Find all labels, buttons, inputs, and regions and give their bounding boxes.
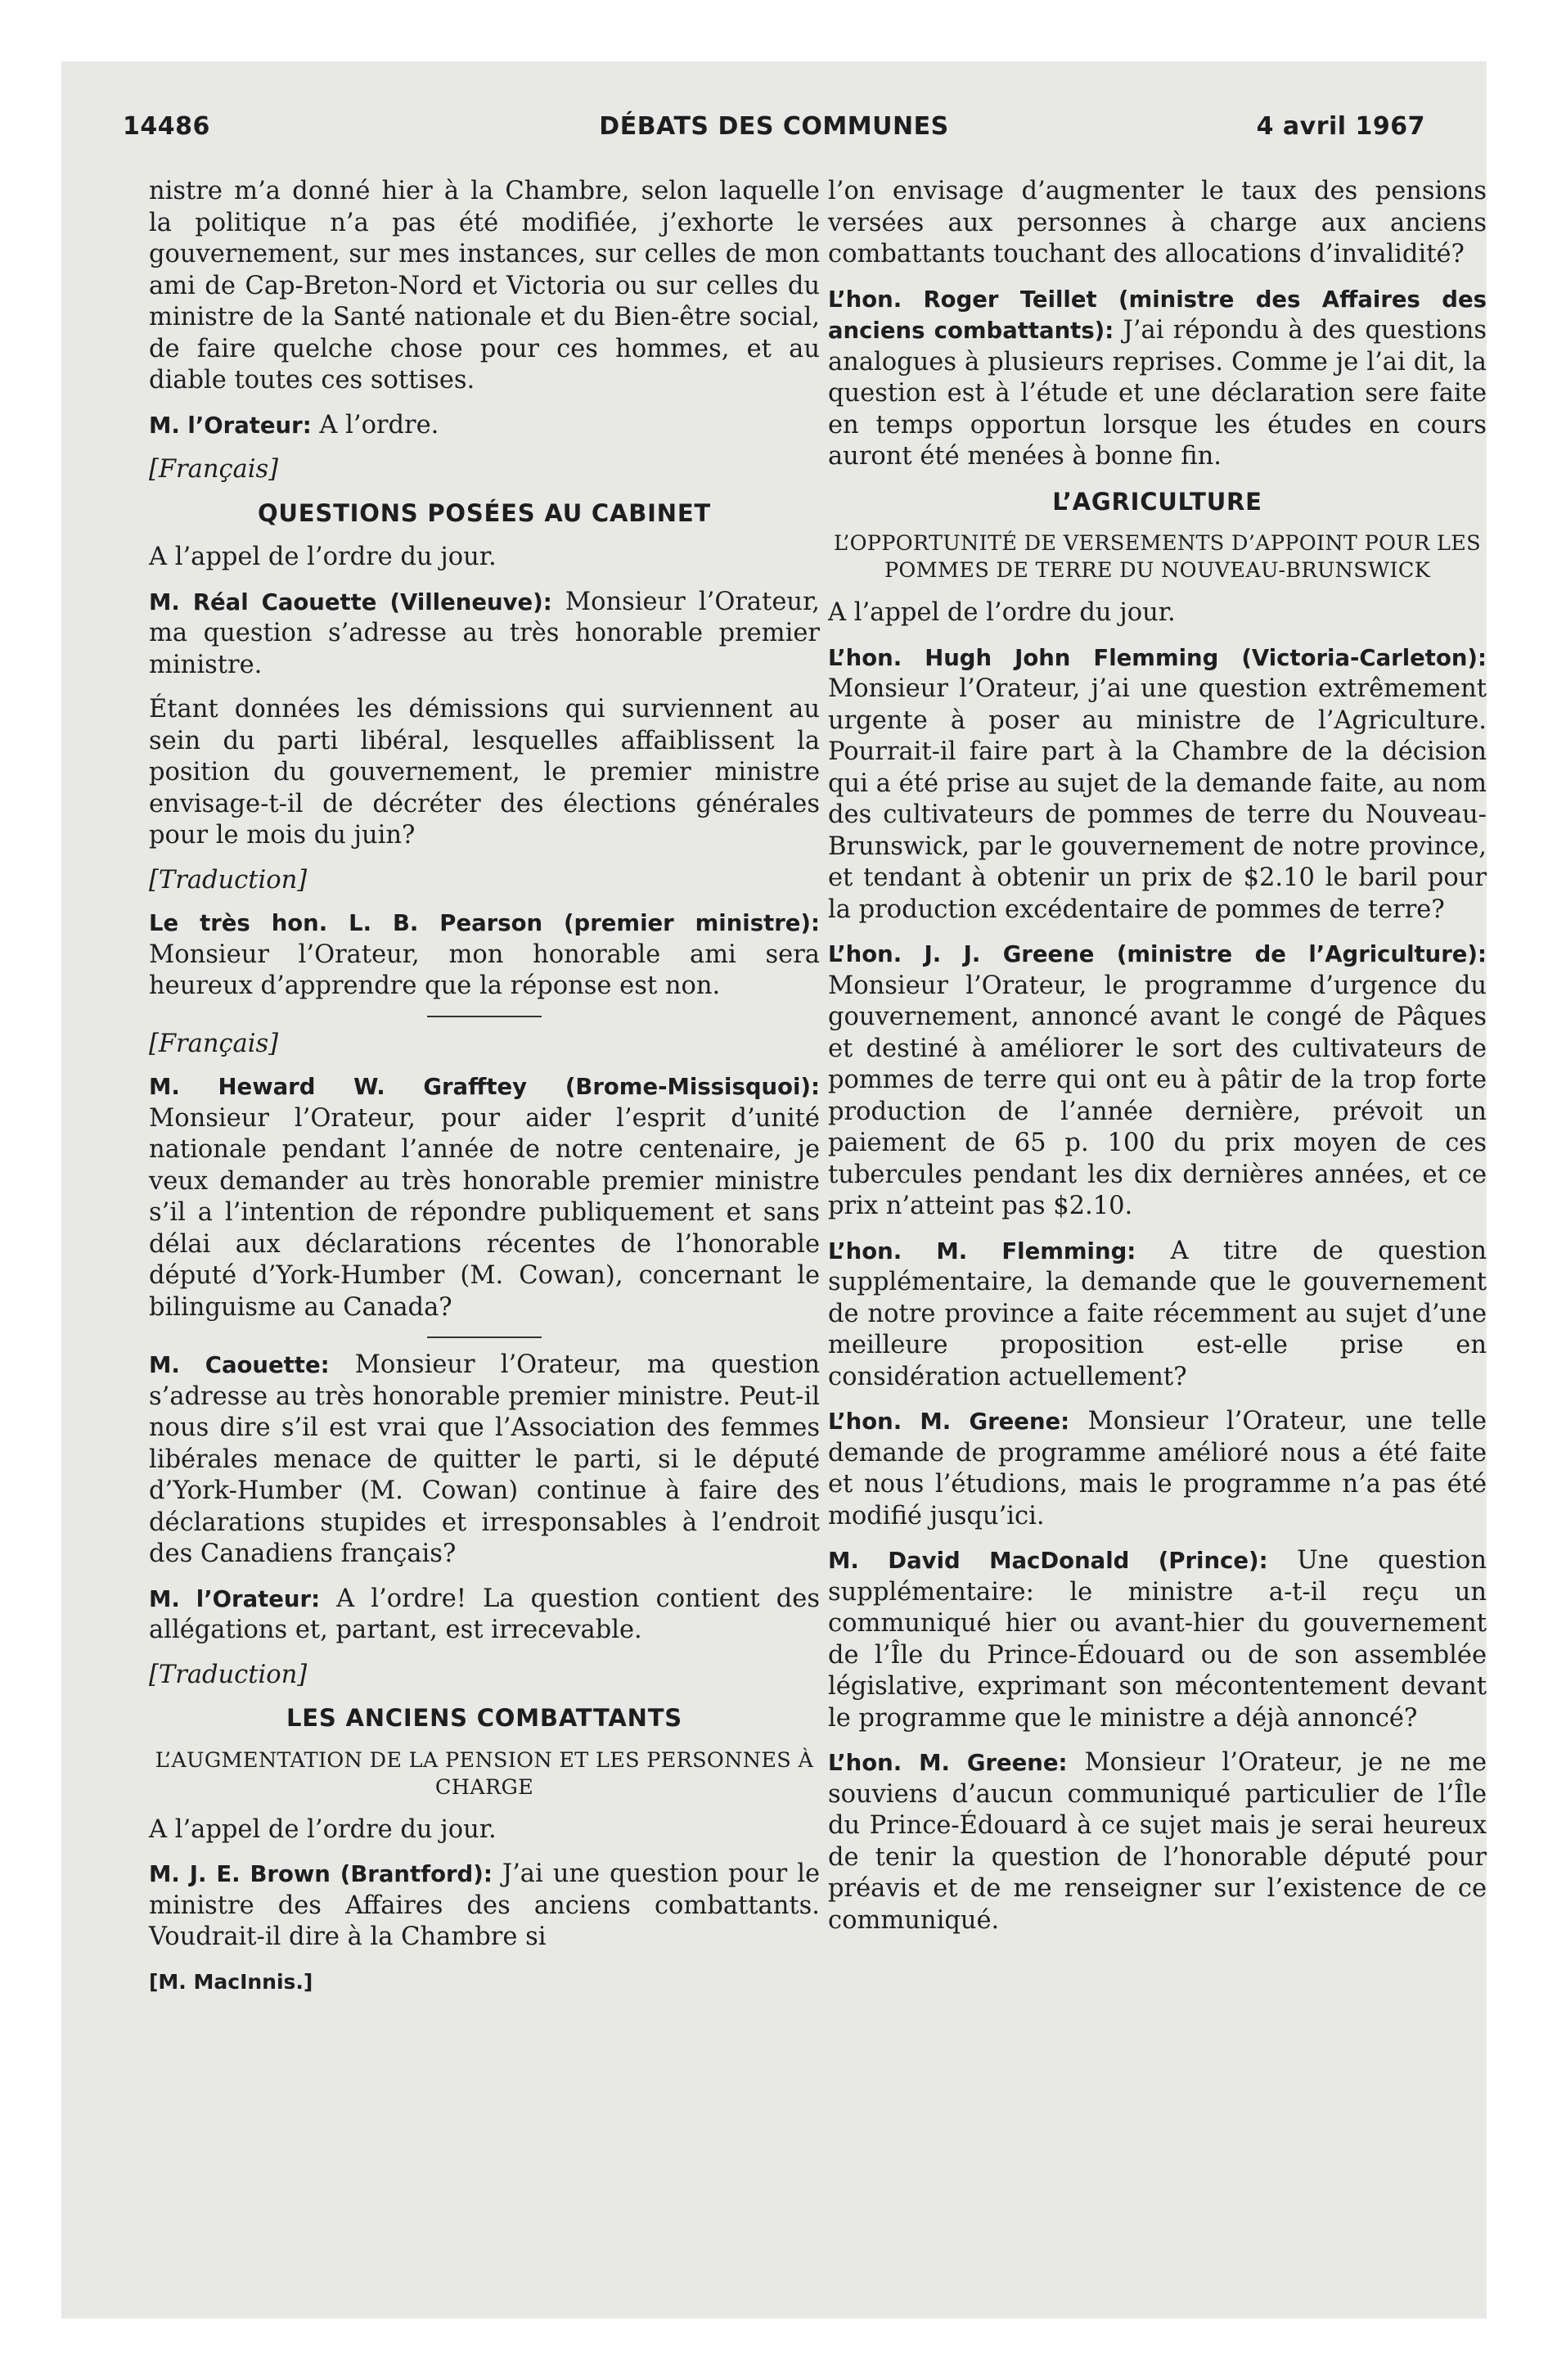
divider xyxy=(427,1016,542,1017)
speech-text: A l’ordre! La question contient des allégations et, partant, est irrecevable. xyxy=(149,1584,820,1644)
speaker-name: L’hon. M. Greene: xyxy=(828,1409,1070,1435)
speaker-name: M. Caouette: xyxy=(149,1352,330,1378)
paragraph xyxy=(149,908,820,1003)
speaker-name: L’hon. M. Greene: xyxy=(828,1750,1068,1776)
paragraph: A l’appel de l’ordre du jour. xyxy=(149,543,497,571)
page-date: 4 avril 1967 xyxy=(1256,112,1425,141)
speech-text: Une question supplémentaire: le ministre a-t-il reçu un communiqué hier ou avant-hier du gouvernement de l’Île du Prince-Édouard ou de son assemblée législative, exprimant son mécontentement devant le programme que le ministre a déjà annoncé? xyxy=(828,1546,1487,1733)
speaker-name: M. David MacDonald (Prince): xyxy=(828,1548,1268,1574)
speech-text: Monsieur l’Orateur, ma question s’adresse au très honorable premier ministre. Peut-il nous dire s’il est vrai que l’Association des femmes libérales menace de quitter le parti, si le député d’York-Humber (M. Cowan) continue à faire des déclarations stupides et irresponsables à l’endroit des Canadiens français? xyxy=(149,1350,820,1568)
paragraph xyxy=(828,1406,1487,1532)
section-heading: L’AGRICULTURE xyxy=(1052,487,1262,516)
page-title: DÉBATS DES COMMUNES xyxy=(599,112,949,141)
section-heading: QUESTIONS POSÉES AU CABINET xyxy=(257,498,712,527)
paragraph xyxy=(828,1545,1487,1734)
speech-text: Monsieur l’Orateur, le programme d’urgence du gouvernement, annoncé avant le congé de Pâques et destiné à améliorer le sort des cultivateurs de pommes de terre qui ont eu à pâtir de la trop forte production de l’année dernière, prévoit un paiement de 65 p. 100 du prix moyen de ces tubercules pendant les dix dernières années, et ce prix n’atteint pas $2.10. xyxy=(828,971,1487,1220)
language-marker: [Français] xyxy=(149,1029,279,1058)
speaker-name: L’hon. M. Flemming: xyxy=(828,1237,1136,1264)
paragraph xyxy=(149,1584,820,1647)
speech-text: Monsieur l’Orateur, une telle demande de programme amélioré nous a été faite et nous l’étudions, mais le programme n’a pas été modifié jusqu’ici. xyxy=(828,1407,1487,1530)
page-header xyxy=(123,112,1425,153)
speech-text: J’ai une question pour le ministre des Affaires des anciens combattants. Voudrait-il dire à la Chambre si xyxy=(149,1859,820,1951)
speech-text: Monsieur l’Orateur, je ne me souviens d’aucun communiqué particulier de l’Île du Prince-Édouard à ce sujet mais je serai heureux de tenir la question de l’honorable député pour préavis et de me renseigner sur l’existence de ce communiqué. xyxy=(828,1748,1487,1935)
speaker-name: M. l’Orateur: xyxy=(149,1585,321,1612)
speaker-name: L’hon. Hugh John Flemming (Victoria-Carleton): xyxy=(828,644,1487,671)
section-subheading: L’AUGMENTATION DE LA PENSION ET LES PERSONNES À CHARGE xyxy=(155,1747,814,1800)
language-marker: [Français] xyxy=(149,455,279,484)
speaker-name: L’hon. J. J. Greene (ministre de l’Agriculture): xyxy=(828,941,1487,967)
speech-text: Monsieur l’Orateur, ma question s’adresse au très honorable premier ministre. xyxy=(149,587,820,679)
paragraph xyxy=(149,1859,820,1954)
paragraph: A l’appel de l’ordre du jour. xyxy=(149,1814,497,1844)
document-page xyxy=(61,61,1487,2319)
speaker-name: Le très hon. L. B. Pearson (premier ministre): xyxy=(149,910,820,936)
paragraph: Étant données les démissions qui surviennent au sein du parti libéral, lesquelles affaiblissent la position du gouvernement, le premier ministre envisage-t-il de décréter des élections générales pour le mois du juin? xyxy=(149,695,820,850)
paragraph xyxy=(828,642,1487,926)
paragraph xyxy=(149,410,820,442)
section-subheading: L’OPPORTUNITÉ DE VERSEMENTS D’APPOINT POUR LES POMMES DE TERRE DU NOUVEAU-BRUNSWICK xyxy=(834,531,1481,583)
paragraph xyxy=(149,1071,820,1323)
section-heading: LES ANCIENS COMBATTANTS xyxy=(286,1704,682,1732)
speaker-name: L’hon. Roger Teillet (ministre des Affaires des anciens combattants): xyxy=(828,286,1487,344)
divider xyxy=(427,1336,542,1338)
page-number: 14486 xyxy=(123,112,210,141)
speech-text: J’ai répondu à des questions analogues à plusieurs reprises. Comme je l’ai dit, la question est à l’étude et une déclaration sere faite en temps opportun lorsque les études en cours auront été menées à bonne fin. xyxy=(828,316,1487,471)
speech-text: Monsieur l’Orateur, j’ai une question extrêmement urgente à poser au ministre de l’Agriculture. Pourrait-il faire part à la Chambre de la décision qui a été prise au sujet de la demande faite, au nom des cultivateurs de pommes de terre du Nouveau-Brunswick, par le gouvernement de notre province, et tendant à obtenir un prix de $2.10 le baril pour la production excédentaire de pommes de terre? xyxy=(828,674,1487,924)
paragraph: l’on envisage d’augmenter le taux des pensions versées aux personnes à charge aux anciens combattants touchant des allocations d’invalidité? xyxy=(828,177,1487,268)
footnote: [M. MacInnis.] xyxy=(149,1969,313,1994)
speech-text: A titre de question supplémentaire, la demande que le gouvernement de notre province a faite récemment au sujet d’une meilleure proposition est-elle prise en considération actuellement? xyxy=(828,1236,1487,1391)
paragraph xyxy=(149,1350,820,1571)
right-column xyxy=(828,176,1487,1950)
paragraph xyxy=(828,1236,1487,1394)
paragraph xyxy=(828,284,1487,473)
paragraph: A l’appel de l’ordre du jour. xyxy=(828,598,1176,627)
paragraph xyxy=(828,939,1487,1223)
paragraph xyxy=(149,587,820,682)
paragraph xyxy=(828,1747,1487,1936)
speech-text: A l’ordre. xyxy=(311,410,439,439)
language-marker: [Traduction] xyxy=(149,1660,308,1689)
speaker-name: M. Heward W. Grafftey (Brome-Missisquoi): xyxy=(149,1074,820,1100)
speaker-name: M. J. E. Brown (Brantford): xyxy=(149,1861,493,1887)
speech-text: Monsieur l’Orateur, mon honorable ami sera heureux d’apprendre que la réponse est non. xyxy=(149,940,820,1000)
paragraph: nistre m’a donné hier à la Chambre, selon laquelle la politique n’a pas été modifiée, j’exhorte le gouvernement, sur mes instances, sur celles de mon ami de Cap-Breton-Nord et Victoria ou sur celles du ministre de la Santé nationale et du Bien-être social, de faire quelche chose pour ces hommes, et au diable toutes ces sottises. xyxy=(149,177,820,394)
speaker-name: M. l’Orateur: xyxy=(149,412,312,439)
language-marker: [Traduction] xyxy=(149,865,308,895)
speaker-name: M. Réal Caouette (Villeneuve): xyxy=(149,588,552,615)
left-column xyxy=(149,176,820,1998)
speech-text: Monsieur l’Orateur, pour aider l’esprit d’unité nationale pendant l’année de notre centenaire, je veux demander au très honorable premier ministre s’il a l’intention de répondre publiquement et sans délai aux déclarations récentes de l’honorable député d’York-Humber (M. Cowan), concernant le bilinguisme au Canada? xyxy=(149,1103,820,1322)
